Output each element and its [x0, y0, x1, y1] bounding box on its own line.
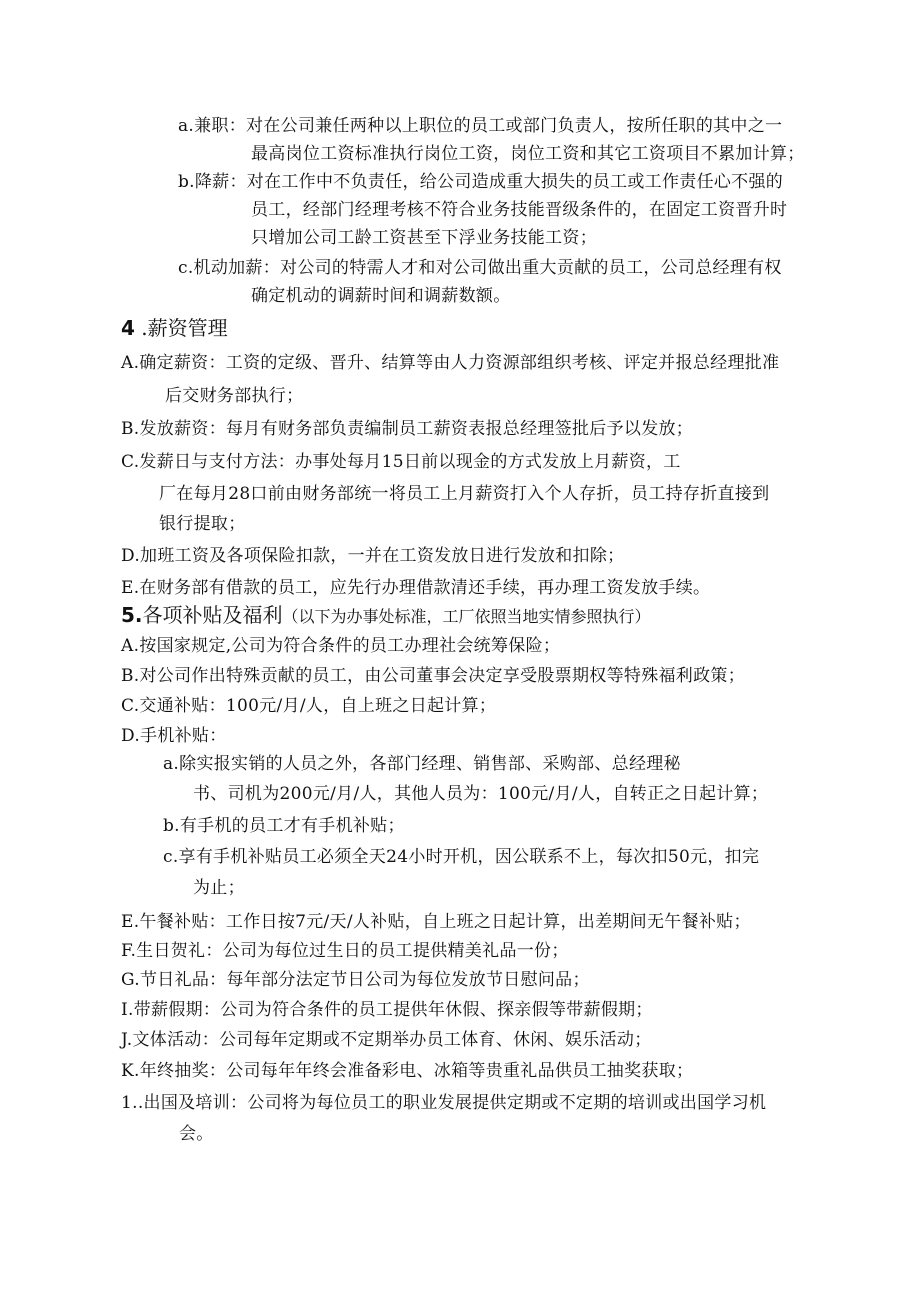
section-5-title: 各项补贴及福利	[142, 603, 283, 627]
section-4-number: 4	[121, 316, 135, 340]
item-b-salary-cut-line2: 员工，经部门经理考核不符合业务技能晋级条件的，在固定工资晋升时	[251, 200, 788, 220]
section-5-note: （以下为办事处标准，工厂依照当地实情参照执行）	[282, 607, 651, 626]
s5-item-Db: b.有手机的员工才有手机补贴；	[163, 816, 405, 836]
s4-item-A-line2: 后交财务部执行；	[165, 386, 304, 406]
s4-item-D: D.加班工资及各项保险扣款，一并在工资发放日进行发放和扣除；	[121, 546, 625, 566]
s4-item-A-line1: A.确定薪资：工资的定级、晋升、结算等由人力资源部组织考核、评定并报总经理批准	[121, 353, 780, 373]
s4-item-C-line3: 银行提取；	[159, 514, 246, 534]
section-4-title: .薪资管理	[134, 316, 228, 340]
s5-item-Dc-line2: 为止；	[193, 878, 245, 898]
item-a-concurrent-line2: 最高岗位工资标准执行岗位工资，岗位工资和其它工资项目不累加计算；	[251, 144, 805, 164]
s4-item-E: E.在财务部有借款的员工，应先行办理借款清还手续，再办理工资发放手续。	[121, 578, 711, 598]
s5-item-C: C.交通补贴：100元/月/人，自上班之日起计算；	[121, 696, 497, 716]
item-a-concurrent-line1: a.兼职：对在公司兼任两种以上职位的员工或部门负责人，按所任职的其中之一	[178, 116, 783, 136]
s5-item-D: D.手机补贴：	[121, 726, 227, 746]
s4-item-C-line1: C.发薪日与支付方法：办事处每月15日前以现金的方式发放上月薪资，工	[121, 452, 681, 472]
item-c-flexible-raise-line2: 确定机动的调薪时间和调薪数额。	[251, 286, 511, 306]
s4-item-B: B.发放薪资：每月有财务部负责编制员工薪资表报总经理签批后予以发放；	[121, 419, 694, 439]
s5-item-Dc-line1: c.享有手机补贴员工必须全天24小时开机，因公联系不上，每次扣50元，扣完	[163, 847, 760, 867]
item-b-salary-cut-line1: b.降薪：对在工作中不负责任，给公司造成重大损失的员工或工作责任心不强的	[178, 172, 784, 192]
s5-item-L-line1: 1..出国及培训：公司将为每位员工的职业发展提供定期或不定期的培训或出国学习机	[121, 1093, 767, 1113]
item-b-salary-cut-line3: 只增加公司工龄工资甚至下浮业务技能工资；	[251, 228, 597, 248]
item-c-flexible-raise-line1: c.机动加薪：对公司的特需人才和对公司做出重大贡献的员工，公司总经理有权	[178, 258, 782, 278]
section-5-heading	[121, 602, 651, 630]
section-5-number: 5.	[121, 603, 143, 627]
s5-item-E: E.午餐补贴：工作日按7元/天/人补贴，自上班之日起计算，出差期间无午餐补贴；	[121, 912, 751, 932]
section-4-heading	[121, 315, 228, 341]
s5-item-G: G.节日礼品：每年部分法定节日公司为每位发放节日慰问品；	[121, 970, 590, 990]
s5-item-Da-line2: 书、司机为200元/月/人，其他人员为：100元/月/人，自转正之日起计算；	[193, 784, 769, 804]
s5-item-K: K.年终抽奖：公司每年年终会准备彩电、冰箱等贵重礼品供员工抽奖获取；	[121, 1061, 694, 1081]
s5-item-F: F.生日贺礼：公司为每位过生日的员工提供精美礼品一份；	[121, 941, 569, 961]
s5-item-J: J.文体活动：公司每年定期或不定期举办员工体育、休闲、娱乐活动；	[121, 1030, 652, 1050]
s5-item-I: I.带薪假期：公司为符合条件的员工提供年休假、探亲假等带薪假期；	[121, 1000, 653, 1020]
s4-item-C-line2: 厂在每月28口前由财务部统一将员工上月薪资打入个人存折，员工持存折直接到	[159, 484, 770, 504]
s5-item-A: A.按国家规定,公司为符合条件的员工办理社会统筹保险；	[121, 636, 561, 656]
s5-item-L-line2: 会。	[179, 1124, 214, 1144]
s5-item-B: B.对公司作出特殊贡献的员工，由公司董事会决定享受股票期权等特殊福利政策；	[121, 666, 745, 686]
s5-item-Da-line1: a.除实报实销的人员之外，各部门经理、销售部、采购部、总经理秘	[163, 754, 681, 774]
